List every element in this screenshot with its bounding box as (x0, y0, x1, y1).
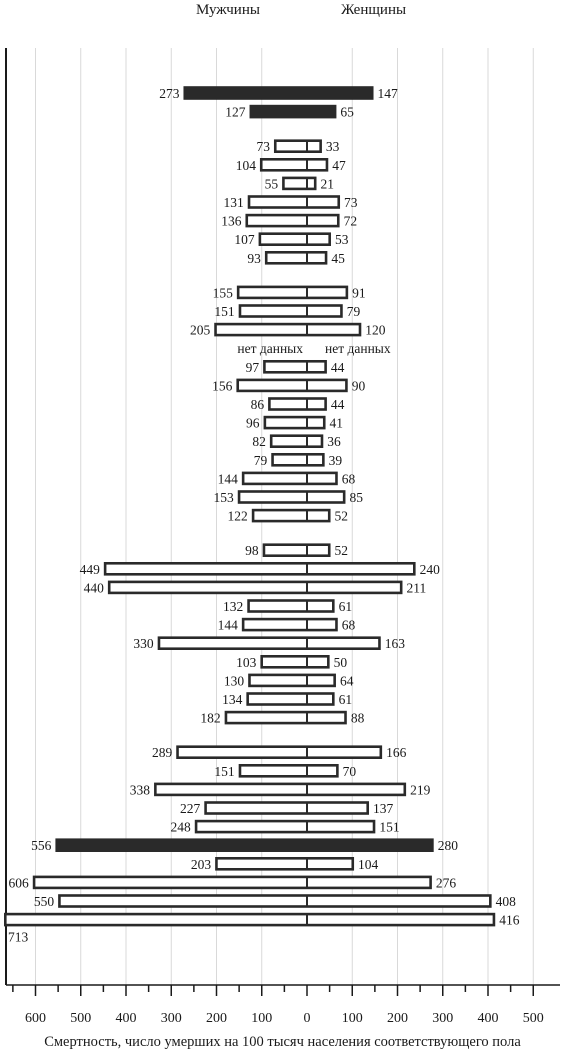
male-value-label: 606 (8, 875, 29, 891)
bar-outline (275, 141, 320, 152)
bar-outline (159, 638, 379, 649)
x-tick-label: 200 (206, 1011, 227, 1026)
female-value-label: 166 (386, 745, 407, 761)
male-header: Мужчины (196, 2, 260, 18)
bar-outline (243, 619, 336, 630)
bar-outline (273, 454, 324, 465)
male-value-label: 79 (253, 452, 268, 468)
female-value-label: 104 (358, 856, 379, 872)
male-value-label: 55 (264, 176, 279, 192)
male-value-label: 86 (250, 397, 265, 412)
no-data-label-female: нет данных (325, 341, 391, 357)
female-value-label: 79 (346, 304, 361, 319)
female-value-label: 91 (352, 285, 366, 301)
female-value-label: 52 (334, 543, 349, 559)
female-value-label: 44 (330, 397, 345, 412)
female-value-label: 47 (332, 157, 346, 173)
female-value-label: 70 (342, 763, 357, 779)
bar-outline (266, 252, 326, 263)
x-tick-label: 100 (251, 1011, 273, 1026)
bar-outline (260, 234, 330, 245)
x-tick-label: 300 (160, 1011, 182, 1026)
female-value-label: 240 (419, 561, 440, 577)
x-tick-label: 500 (522, 1011, 544, 1026)
bar-outline (271, 436, 322, 447)
male-value-label: 713 (8, 929, 29, 945)
bar-outline (155, 784, 404, 795)
female-value-label: 219 (410, 782, 431, 798)
x-tick-label: 200 (387, 1011, 408, 1026)
male-value-label: 93 (247, 250, 261, 266)
female-value-label: 85 (349, 490, 363, 505)
bar-outline (243, 473, 336, 484)
female-value-label: 61 (338, 692, 353, 707)
male-value-label: 144 (217, 617, 238, 633)
male-value-label: 203 (190, 856, 212, 872)
bar-outline (248, 694, 334, 705)
x-tick-label: 0 (303, 1011, 311, 1026)
bar-outline (261, 159, 327, 170)
female-value-label: 68 (341, 617, 356, 633)
female-value-label: 211 (406, 580, 427, 596)
female-value-label: 280 (437, 838, 458, 854)
x-tick-label: 100 (341, 1011, 363, 1026)
male-value-label: 136 (221, 213, 242, 229)
female-value-label: 147 (377, 86, 398, 101)
bar-outline (105, 563, 414, 574)
female-value-label: 276 (435, 875, 457, 891)
female-value-label: 137 (372, 801, 394, 816)
no-data-label-male: нет данных (237, 341, 303, 357)
female-value-label: 88 (350, 710, 365, 726)
bar-outline (253, 510, 329, 521)
male-value-label: 155 (212, 285, 233, 301)
bar-outline (247, 215, 339, 226)
bar-outline (5, 914, 494, 925)
bar-outline (238, 380, 347, 391)
bar-outline (206, 803, 368, 814)
male-value-label: 98 (245, 543, 259, 559)
male-value-label: 289 (151, 745, 173, 761)
female-value-label: 163 (384, 636, 406, 652)
male-value-label: 227 (180, 801, 201, 816)
male-value-label: 338 (129, 782, 151, 798)
x-tick-label: 600 (25, 1011, 46, 1026)
male-value-label: 550 (33, 894, 55, 909)
bar-filled (55, 838, 433, 852)
male-value-label: 103 (236, 654, 257, 670)
female-value-label: 120 (365, 322, 386, 338)
bar-outline (238, 287, 347, 298)
bar-outline (109, 582, 401, 593)
male-value-label: 151 (214, 304, 235, 319)
bar-outline (262, 656, 329, 667)
male-value-label: 134 (222, 692, 243, 707)
female-header: Женщины (341, 2, 407, 18)
male-value-label: 273 (159, 86, 180, 101)
male-value-label: 144 (217, 471, 238, 487)
female-value-label: 61 (338, 599, 353, 614)
bar-outline (34, 877, 431, 888)
male-value-label: 73 (256, 139, 270, 155)
x-tick-label: 400 (115, 1011, 137, 1026)
female-value-label: 72 (343, 213, 358, 229)
male-value-label: 131 (223, 195, 244, 210)
male-value-label: 556 (31, 838, 52, 854)
female-value-label: 44 (330, 359, 345, 375)
x-tick-label: 400 (477, 1011, 499, 1026)
bar-outline (240, 306, 341, 317)
bar-outline (264, 361, 325, 372)
bar-outline (269, 399, 325, 410)
female-value-label: 151 (379, 819, 400, 835)
male-value-label: 151 (214, 763, 235, 779)
male-value-label: 205 (189, 322, 211, 338)
bar-outline (283, 178, 315, 189)
female-value-label: 33 (325, 139, 340, 155)
male-value-label: 127 (225, 104, 246, 120)
male-value-label: 156 (212, 378, 233, 394)
x-axis-label: Смертность, число умерших на 100 тысяч населения соответствующего пола (44, 1034, 521, 1050)
male-value-label: 96 (246, 415, 260, 431)
bar-outline (239, 492, 344, 503)
female-value-label: 53 (334, 232, 349, 248)
female-value-label: 408 (495, 894, 516, 909)
bar-outline (216, 858, 352, 869)
male-value-label: 440 (83, 580, 104, 596)
male-value-label: 132 (223, 599, 244, 614)
female-value-label: 90 (351, 378, 366, 394)
bar-outline (59, 896, 490, 907)
male-value-label: 130 (223, 673, 245, 689)
female-value-label: 36 (327, 434, 341, 450)
male-value-label: 104 (235, 157, 256, 173)
bar-outline (249, 675, 334, 686)
bar-outline (265, 417, 324, 428)
female-value-label: 68 (341, 471, 356, 487)
female-value-label: 73 (344, 195, 358, 210)
female-value-label: 64 (339, 673, 354, 689)
x-tick-label: 300 (432, 1011, 454, 1026)
female-value-label: 39 (328, 452, 343, 468)
female-value-label: 50 (333, 654, 348, 670)
male-value-label: 330 (133, 636, 154, 652)
female-value-label: 41 (329, 415, 344, 431)
male-value-label: 182 (200, 710, 221, 726)
bar-outline (249, 197, 339, 208)
bar-outline (226, 712, 346, 723)
bar-filled (183, 86, 373, 100)
bar-filled (250, 105, 337, 119)
bar-outline (264, 545, 329, 556)
male-value-label: 122 (227, 508, 248, 524)
male-value-label: 449 (79, 561, 100, 577)
bar-outline (240, 765, 337, 776)
female-value-label: 21 (320, 176, 335, 192)
female-value-label: 416 (499, 912, 520, 928)
bar-outline (216, 324, 360, 335)
female-value-label: 65 (340, 104, 354, 120)
male-value-label: 97 (245, 359, 260, 375)
male-value-label: 248 (170, 819, 191, 835)
female-value-label: 52 (334, 508, 349, 524)
male-value-label: 153 (213, 490, 234, 505)
bar-outline (196, 821, 374, 832)
female-value-label: 45 (331, 250, 345, 266)
x-tick-label: 500 (70, 1011, 92, 1026)
bar-outline (178, 747, 381, 758)
male-value-label: 82 (252, 434, 266, 450)
bar-outline (249, 601, 334, 612)
male-value-label: 107 (234, 232, 255, 248)
